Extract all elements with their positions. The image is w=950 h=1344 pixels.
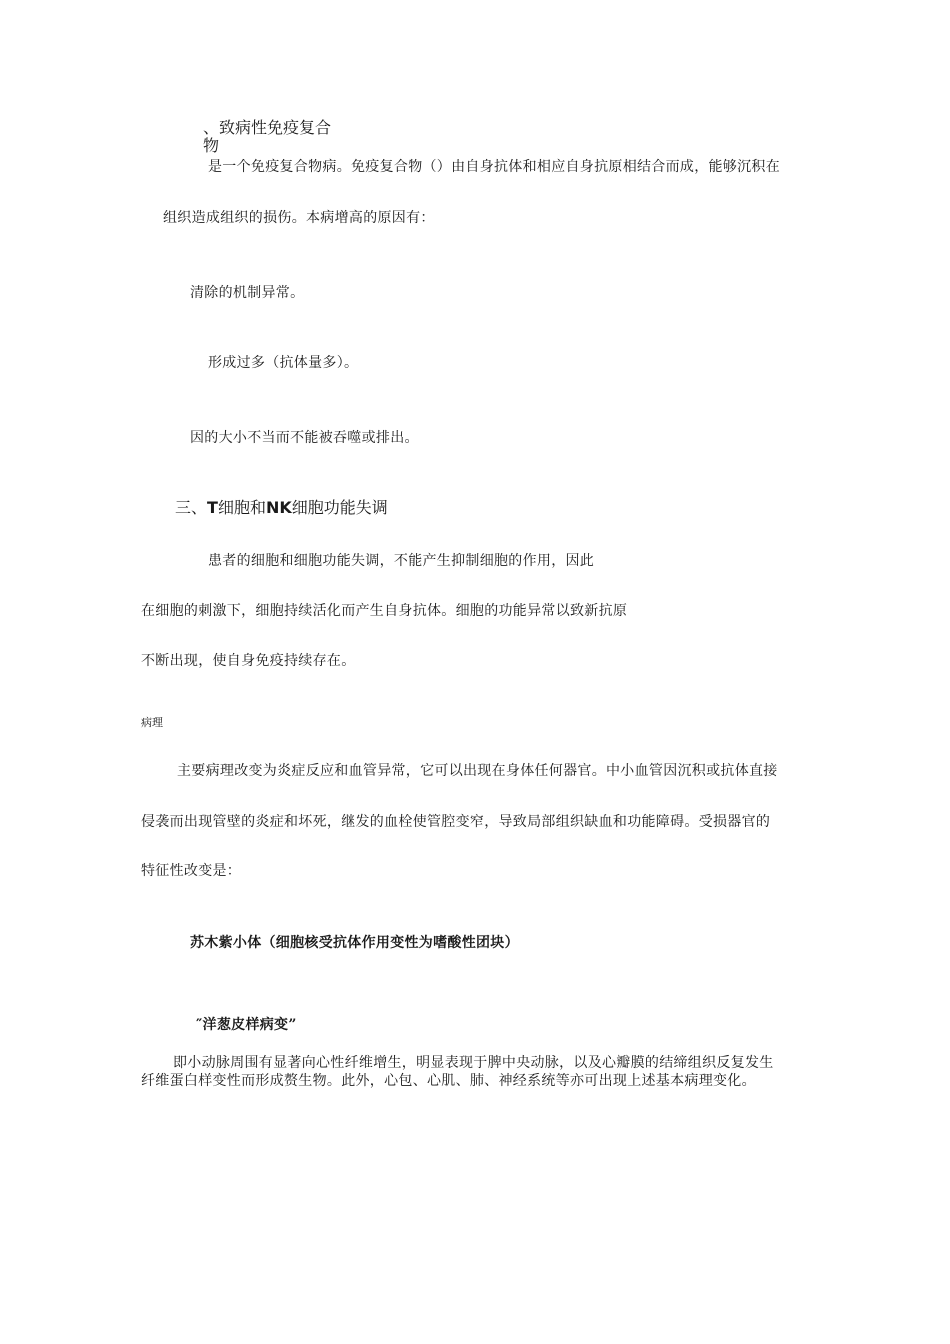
paragraph-line: 患者的细胞和细胞功能失调，不能产生抑制细胞的作用，因此: [208, 553, 595, 569]
list-item: 形成过多（抗体量多）。: [208, 355, 359, 371]
heading-suffix: 细胞功能失调: [291, 498, 388, 517]
paragraph-line: 不断出现，使自身免疫持续存在。: [141, 653, 356, 669]
section-heading: [175, 500, 388, 516]
subheading: ″洋葱皮样病变”: [196, 1017, 297, 1033]
heading-prefix: 三、: [175, 498, 208, 517]
list-item: 因的大小不当而不能被吞噬或排出。: [190, 430, 419, 446]
section-label: 病理: [141, 716, 163, 729]
section-heading-line1: 、致病性免疫复合: [203, 118, 332, 137]
section-heading-line2: 物: [203, 136, 220, 155]
paragraph-line: 在细胞的刺激下，细胞持续活化而产生自身抗体。细胞的功能异常以致新抗原: [141, 603, 628, 619]
paragraph-line: 是一个免疫复合物病。免疫复合物（）由自身抗体和相应自身抗原相结合而成，能够沉积在: [208, 159, 780, 175]
heading-nk: NK: [265, 498, 292, 517]
heading-t: T: [207, 498, 218, 517]
paragraph-line: 主要病理改变为炎症反应和血管异常，它可以出现在身体任何器官。中小血管因沉积或抗体直接: [177, 763, 778, 779]
paragraph-line: 纤维蛋白样变性而形成赘生物。此外，心包、心肌、肺、神经系统等亦可出现上述基本病理变化。: [141, 1073, 756, 1089]
paragraph-line: 组织造成组织的损伤。本病增高的原因有：: [163, 210, 435, 226]
paragraph-line: 即小动脉周围有显著向心性纤维增生，明显表现于脾中央动脉，以及心瓣膜的结缔组织反复发生: [173, 1055, 774, 1071]
paragraph-line: 侵袭而出现管壁的炎症和坏死，继发的血栓使管腔变窄，导致局部组织缺血和功能障碍。受损器官的: [141, 814, 771, 830]
list-item: 清除的机制异常。: [190, 285, 305, 301]
paragraph-line: 特征性改变是：: [141, 863, 242, 879]
heading-mid: 细胞和: [217, 498, 266, 517]
subheading: 苏木紫小体（细胞核受抗体作用变性为嗜酸性团块）: [190, 935, 519, 951]
